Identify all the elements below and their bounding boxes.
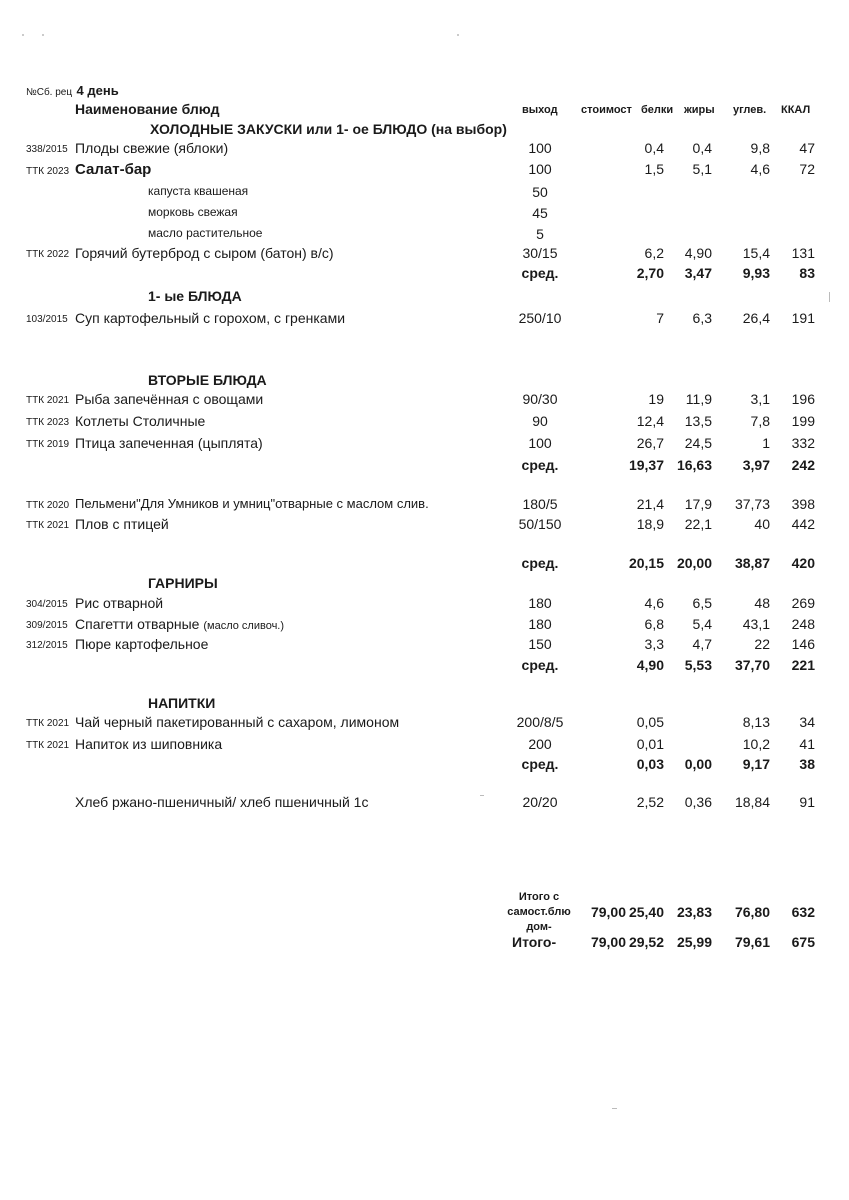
total-fat: 23,83 bbox=[676, 904, 712, 920]
dish-output: 180 bbox=[528, 595, 552, 611]
dish-carbs: 15,4 bbox=[742, 245, 770, 261]
table-row bbox=[0, 435, 849, 455]
column-header-cost: стоимост bbox=[581, 104, 632, 116]
dish-name: Рис отварной bbox=[75, 595, 164, 611]
avg-kcal: 221 bbox=[791, 657, 815, 673]
dish-protein: 3,3 bbox=[644, 636, 664, 652]
dish-fat: 17,9 bbox=[684, 496, 712, 512]
dish-kcal: 34 bbox=[799, 714, 815, 730]
table-row bbox=[0, 245, 849, 265]
dish-fat: 24,5 bbox=[684, 435, 712, 451]
average-label: сред. bbox=[521, 756, 559, 772]
scan-mark bbox=[612, 1108, 617, 1109]
ingredient-row bbox=[0, 226, 849, 246]
dish-fat: 6,5 bbox=[692, 595, 712, 611]
recipe-code: 312/2015 bbox=[26, 640, 68, 651]
recipe-code: ТТК 2021 bbox=[26, 395, 70, 406]
dish-note: (масло сливоч.) bbox=[203, 620, 285, 632]
dish-name: Пельмени"Для Умников и умниц"отварные с маслом слив. bbox=[75, 496, 429, 511]
dish-protein: 21,4 bbox=[636, 496, 664, 512]
recipe-code: ТТК 2023 bbox=[26, 417, 70, 428]
scan-speck bbox=[457, 34, 459, 36]
avg-protein: 2,70 bbox=[636, 265, 664, 281]
dish-protein: 6,2 bbox=[644, 245, 664, 261]
avg-fat: 16,63 bbox=[676, 457, 712, 473]
avg-protein: 4,90 bbox=[636, 657, 664, 673]
avg-kcal: 83 bbox=[799, 265, 815, 281]
dish-kcal: 248 bbox=[791, 616, 815, 632]
total-carbs: 76,80 bbox=[734, 904, 770, 920]
average-row bbox=[0, 555, 849, 575]
table-row bbox=[0, 714, 849, 734]
dish-protein: 0,05 bbox=[636, 714, 664, 730]
dish-protein: 6,8 bbox=[644, 616, 664, 632]
ingredient-output: 50 bbox=[532, 184, 548, 200]
dish-carbs: 4,6 bbox=[750, 161, 770, 177]
dish-output: 90/30 bbox=[522, 391, 558, 407]
dish-protein: 7 bbox=[656, 310, 664, 326]
avg-fat: 20,00 bbox=[676, 555, 712, 571]
dish-output: 100 bbox=[528, 161, 552, 177]
dish-carbs: 22 bbox=[754, 636, 770, 652]
scan-speck bbox=[42, 34, 44, 36]
dish-protein: 0,4 bbox=[644, 140, 664, 156]
recipe-code: ТТК 2021 bbox=[26, 740, 70, 751]
dish-name: Плов с птицей bbox=[75, 516, 169, 532]
total1-label-line: дом- bbox=[526, 921, 552, 933]
total-kcal: 632 bbox=[791, 904, 815, 920]
total-row bbox=[0, 904, 849, 924]
dish-kcal: 146 bbox=[791, 636, 815, 652]
total-cost: 79,00 bbox=[590, 904, 626, 920]
dish-carbs: 43,1 bbox=[742, 616, 770, 632]
dish-fat: 5,4 bbox=[692, 616, 712, 632]
ingredient-name: капуста квашеная bbox=[148, 184, 249, 198]
dish-kcal: 332 bbox=[791, 435, 815, 451]
grand-total-cost: 79,00 bbox=[590, 934, 626, 950]
dish-fat: 0,36 bbox=[684, 794, 712, 810]
column-header-kcal: ККАЛ bbox=[781, 104, 811, 116]
grand-total-label: Итого- bbox=[512, 934, 557, 950]
dish-carbs: 7,8 bbox=[750, 413, 770, 429]
dish-carbs: 18,84 bbox=[734, 794, 770, 810]
dish-name: Напиток из шиповника bbox=[75, 736, 223, 752]
dish-fat: 4,7 bbox=[692, 636, 712, 652]
average-row bbox=[0, 265, 849, 285]
dish-fat: 0,4 bbox=[692, 140, 712, 156]
dish-name: Суп картофельный с горохом, с гренками bbox=[75, 310, 346, 326]
table-row bbox=[0, 736, 849, 756]
dish-carbs: 48 bbox=[754, 595, 770, 611]
avg-carbs: 37,70 bbox=[734, 657, 770, 673]
dish-name: Горячий бутерброд с сыром (батон) в/с) bbox=[75, 245, 334, 261]
table-row bbox=[0, 595, 849, 615]
dish-kcal: 131 bbox=[791, 245, 815, 261]
recipe-code: ТТК 2022 bbox=[26, 249, 70, 260]
grand-total-row bbox=[0, 934, 849, 954]
dish-output: 180 bbox=[528, 616, 552, 632]
column-header-fat: жиры bbox=[684, 104, 715, 116]
dish-output: 30/15 bbox=[522, 245, 558, 261]
dish-output: 150 bbox=[528, 636, 552, 652]
scan-mark bbox=[829, 292, 830, 302]
dish-name: Спагетти отварные bbox=[75, 616, 200, 632]
dish-carbs: 3,1 bbox=[750, 391, 770, 407]
table-row bbox=[0, 413, 849, 433]
ingredient-name: морковь свежая bbox=[148, 205, 238, 219]
dish-name: Плоды свежие (яблоки) bbox=[75, 140, 229, 156]
table-row bbox=[0, 496, 849, 516]
dish-kcal: 191 bbox=[791, 310, 815, 326]
section-title-drinks: НАПИТКИ bbox=[148, 695, 216, 711]
doc-header bbox=[26, 82, 119, 100]
table-row bbox=[0, 140, 849, 160]
dish-output: 50/150 bbox=[518, 516, 562, 532]
recipe-code: ТТК 2021 bbox=[26, 520, 70, 531]
ingredient-output: 45 bbox=[532, 205, 548, 221]
dish-name: Салат-бар bbox=[75, 161, 152, 178]
dish-output: 90 bbox=[532, 413, 548, 429]
recipe-code: 309/2015 bbox=[26, 620, 68, 631]
dish-fat: 6,3 bbox=[692, 310, 712, 326]
total1-label-line: Итого с bbox=[518, 891, 560, 903]
ingredient-row bbox=[0, 205, 849, 225]
dish-output: 200/8/5 bbox=[516, 714, 564, 730]
avg-protein: 19,37 bbox=[628, 457, 664, 473]
dish-protein: 26,7 bbox=[636, 435, 664, 451]
avg-carbs: 38,87 bbox=[734, 555, 770, 571]
column-header-output: выход bbox=[522, 104, 558, 116]
average-label: сред. bbox=[521, 265, 559, 281]
dish-name: Птица запеченная (цыплята) bbox=[75, 435, 263, 451]
table-row bbox=[0, 161, 849, 181]
avg-protein: 20,15 bbox=[628, 555, 664, 571]
table-row bbox=[0, 516, 849, 536]
section-title-garnish: ГАРНИРЫ bbox=[148, 575, 218, 591]
grand-total-protein: 29,52 bbox=[628, 934, 664, 950]
ingredient-output: 5 bbox=[536, 226, 544, 242]
dish-carbs: 8,13 bbox=[742, 714, 770, 730]
dish-output: 200 bbox=[528, 736, 552, 752]
grand-total-carbs: 79,61 bbox=[734, 934, 770, 950]
dish-kcal: 398 bbox=[791, 496, 815, 512]
avg-kcal: 420 bbox=[791, 555, 815, 571]
recipe-code: ТТК 2019 bbox=[26, 439, 70, 450]
dish-carbs: 40 bbox=[754, 516, 770, 532]
dish-protein: 4,6 bbox=[644, 595, 664, 611]
recipe-code: ТТК 2023 bbox=[26, 166, 70, 177]
dish-carbs: 1 bbox=[762, 435, 770, 451]
table-row bbox=[0, 636, 849, 656]
dish-name: Хлеб ржано-пшеничный/ хлеб пшеничный 1с bbox=[75, 794, 369, 810]
average-row bbox=[0, 657, 849, 677]
column-header-carbs: углев. bbox=[733, 104, 767, 116]
dish-kcal: 72 bbox=[799, 161, 815, 177]
dish-kcal: 91 bbox=[799, 794, 815, 810]
dish-fat: 22,1 bbox=[684, 516, 712, 532]
recipe-code: 103/2015 bbox=[26, 314, 68, 325]
dish-output: 20/20 bbox=[522, 794, 558, 810]
recipe-code: ТТК 2021 bbox=[26, 718, 70, 729]
total-protein: 25,40 bbox=[628, 904, 664, 920]
dish-kcal: 269 bbox=[791, 595, 815, 611]
average-label: сред. bbox=[521, 657, 559, 673]
average-label: сред. bbox=[521, 555, 559, 571]
section-title-first: 1- ые БЛЮДА bbox=[148, 288, 242, 304]
dish-kcal: 442 bbox=[791, 516, 815, 532]
dish-fat: 5,1 bbox=[692, 161, 712, 177]
dish-kcal: 196 bbox=[791, 391, 815, 407]
table-row bbox=[0, 794, 849, 814]
avg-fat: 0,00 bbox=[684, 756, 712, 772]
dish-name: Чай черный пакетированный с сахаром, лимоном bbox=[75, 714, 400, 730]
dish-carbs: 37,73 bbox=[734, 496, 770, 512]
day-title: 4 день bbox=[76, 83, 119, 98]
dish-carbs: 26,4 bbox=[742, 310, 770, 326]
scan-mark bbox=[480, 795, 484, 796]
dish-protein: 2,52 bbox=[636, 794, 664, 810]
dish-fat: 11,9 bbox=[685, 391, 712, 407]
avg-kcal: 38 bbox=[799, 756, 815, 772]
dish-kcal: 199 bbox=[791, 413, 815, 429]
recipe-code: ТТК 2020 bbox=[26, 500, 70, 511]
total1-label-line: самост.блю bbox=[507, 906, 571, 918]
grand-total-fat: 25,99 bbox=[676, 934, 712, 950]
dish-fat: 13,5 bbox=[684, 413, 712, 429]
table-row bbox=[0, 310, 849, 330]
table-row bbox=[0, 616, 849, 636]
section-title-cold: ХОЛОДНЫЕ ЗАКУСКИ или 1- ое БЛЮДО (на выбор) bbox=[150, 121, 507, 137]
dish-carbs: 9,8 bbox=[750, 140, 770, 156]
dish-name-wrapper bbox=[75, 616, 284, 632]
avg-protein: 0,03 bbox=[636, 756, 664, 772]
column-header-name: Наименование блюд bbox=[75, 101, 220, 117]
dish-carbs: 10,2 bbox=[742, 736, 770, 752]
avg-carbs: 9,93 bbox=[742, 265, 770, 281]
avg-fat: 3,47 bbox=[684, 265, 712, 281]
dish-output: 100 bbox=[528, 140, 552, 156]
average-label: сред. bbox=[521, 457, 559, 473]
recipe-code: 304/2015 bbox=[26, 599, 68, 610]
avg-carbs: 9,17 bbox=[742, 756, 770, 772]
avg-kcal: 242 bbox=[791, 457, 815, 473]
section-title-second: ВТОРЫЕ БЛЮДА bbox=[148, 372, 267, 388]
dish-output: 180/5 bbox=[522, 496, 558, 512]
dish-kcal: 41 bbox=[799, 736, 815, 752]
dish-name: Рыба запечённая с овощами bbox=[75, 391, 264, 407]
dish-fat: 4,90 bbox=[684, 245, 712, 261]
dish-name: Котлеты Столичные bbox=[75, 413, 206, 429]
ingredient-row bbox=[0, 184, 849, 204]
grand-total-kcal: 675 bbox=[791, 934, 815, 950]
table-row bbox=[0, 391, 849, 411]
avg-carbs: 3,97 bbox=[742, 457, 770, 473]
scan-speck bbox=[22, 34, 24, 36]
dish-protein: 1,5 bbox=[644, 161, 664, 177]
dish-output: 100 bbox=[528, 435, 552, 451]
average-row bbox=[0, 457, 849, 477]
recipe-code: 338/2015 bbox=[26, 144, 68, 155]
avg-fat: 5,53 bbox=[684, 657, 712, 673]
dish-output: 250/10 bbox=[518, 310, 562, 326]
dish-name: Пюре картофельное bbox=[75, 636, 209, 652]
column-header-protein: белки bbox=[641, 104, 674, 116]
dish-kcal: 47 bbox=[799, 140, 815, 156]
ingredient-name: масло растительное bbox=[148, 226, 263, 240]
recipe-no-label: №Сб. рец bbox=[26, 87, 73, 98]
dish-protein: 19 bbox=[648, 391, 664, 407]
average-row bbox=[0, 756, 849, 776]
dish-protein: 18,9 bbox=[636, 516, 664, 532]
dish-protein: 0,01 bbox=[636, 736, 664, 752]
dish-protein: 12,4 bbox=[636, 413, 664, 429]
